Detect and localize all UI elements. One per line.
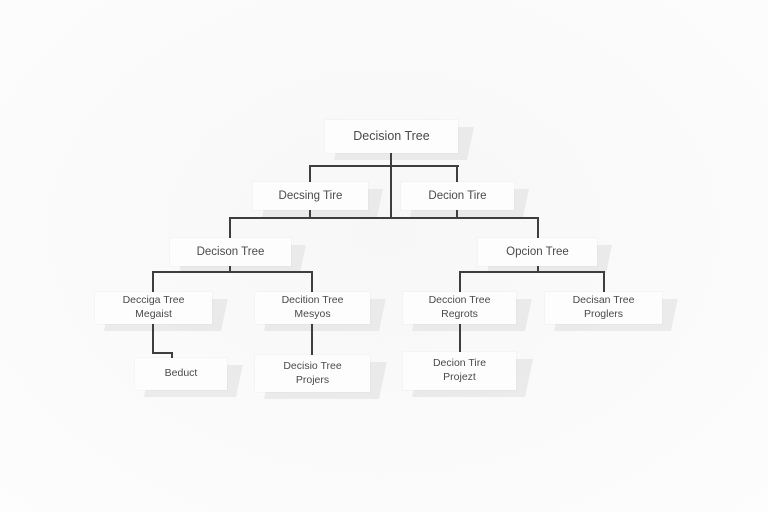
tree-node-l2-left xyxy=(253,182,368,210)
tree-node-l2-right xyxy=(401,182,514,210)
tree-node-l4-a xyxy=(95,292,212,324)
connector-line xyxy=(459,271,461,292)
tree-node-l4-b xyxy=(255,292,370,324)
connector-line xyxy=(152,271,313,273)
connector-line xyxy=(459,324,461,352)
tree-node-l3-right xyxy=(478,238,597,266)
node-label: Decision Tree xyxy=(353,129,430,144)
node-label: Regrots xyxy=(441,308,478,320)
connector-line xyxy=(229,217,231,238)
tree-node-l5-b xyxy=(255,355,370,392)
node-label: Decison Tree xyxy=(196,245,265,258)
connector-line xyxy=(311,271,313,292)
connector-line xyxy=(152,324,154,354)
node-label: Decion Tire xyxy=(432,357,487,370)
tree-node-l5-a xyxy=(135,358,227,390)
node-label: Decisan Tree xyxy=(572,294,635,307)
node-label: Mesyos xyxy=(294,308,331,320)
node-label: Beduct xyxy=(164,367,198,380)
node-label: Decition Tree xyxy=(281,294,344,307)
tree-node-root xyxy=(325,120,458,153)
connector-line xyxy=(152,352,173,354)
tree-node-l5-c xyxy=(403,352,516,390)
connector-line xyxy=(309,165,311,182)
node-label: Proglers xyxy=(583,308,624,320)
node-label: Decion Tire xyxy=(428,189,487,202)
connector-line xyxy=(390,152,392,219)
node-label: Decciga Tree xyxy=(122,294,185,307)
node-label: Projers xyxy=(295,373,330,386)
connector-line xyxy=(537,217,539,238)
connector-line xyxy=(152,271,154,292)
node-label: Megaist xyxy=(135,308,172,320)
node-label: Projezt xyxy=(443,371,476,383)
connector-line xyxy=(229,217,539,219)
tree-node-l4-c xyxy=(403,292,516,324)
connector-line xyxy=(311,324,313,355)
connector-line xyxy=(309,165,459,167)
node-label: Deccion Tree xyxy=(428,294,491,307)
node-label: Decsing Tire xyxy=(278,189,343,202)
connector-line xyxy=(459,271,605,273)
connector-line xyxy=(456,165,458,182)
connector-line xyxy=(603,271,605,292)
node-label: Opcion Tree xyxy=(506,245,569,258)
tree-node-l3-left xyxy=(170,238,291,266)
tree-node-l4-d xyxy=(545,292,662,324)
node-label: Decisio Tree xyxy=(283,359,342,372)
